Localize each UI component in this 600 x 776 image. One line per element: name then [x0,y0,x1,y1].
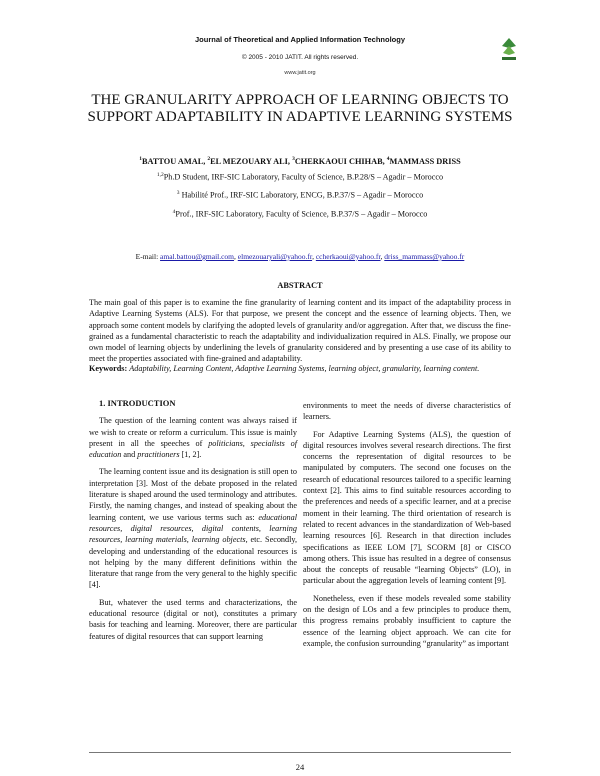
affiliation-1: $^{1,2}$Ph.D Student, IRF-SIC Laboratory, Faculty of Science, B.P.28/S – Agadir – Morocco [156,172,444,182]
abstract-heading: ABSTRACT [277,281,323,290]
affiliation-3: $^4$Prof., IRF-SIC Laboratory, Faculty of Science, B.P.37/S – Agadir – Morocco [172,209,428,219]
paragraph: Nonetheless, even if these models revealed some stability on the design of LOs and a few principles to produce them, this progress remains probably insufficient to capture the essence of the learning object approach. We can cite for example, the confusion surrounding “granularity” as important [303,593,511,648]
email-link-2[interactable]: elmezouaryali@yahoo.fr [237,252,313,261]
copyright-notice: © 2005 - 2010 JATIT. All rights reserved. [241,54,359,61]
right-column [303,400,511,655]
journal-name: Journal of Theoretical and Applied Information Technology [194,35,405,44]
email-link-4[interactable]: driss_mammass@yahoo.fr [384,252,465,261]
abstract-text: The main goal of this paper is to examine the fine granularity of learning content and its impact of the adaptability process in Adaptive Learning Systems (ALS). For that purpose, we present the concept and the essence of learning objects. Then, we approach some content models by clarifying the adopted levels of granularity and/or aggregation. After that, we discuss the fine-grained as a fundamental characteristic to reach the adaptability and individualization required in ALS. Finally, we propose our own model of learning objects by underlining the levels of granularity considered and by presenting a use case of its ability to meet the properties associated with fine-grained and adaptability. [89,298,511,364]
page-number: 24 [295,762,305,772]
paragraph: But, whatever the used terms and characterizations, the educational resource (digital or not), constitutes a primary basis for teaching and learning. Moreover, there are particular features of digital resources that can support learning [89,597,297,641]
paragraph: The learning content issue and its designation is still open to interpretation [3]. Most of the debate proposed in the related literature is shaped around the used terminology and attributes. Firstly, the naming changes, and instead of speaking about the learning content, we use various terms such as: educational resources, digital resources, digital contents, learning resources, learning materials, learning objects, etc. Secondly, developing and understanding of the educational resources is not helping by the many different definitions within the literature that range from the very general to the highly specific [4]. [89,467,297,590]
paragraph: environments to meet the needs of diverse characteristics of learners. [303,401,511,422]
keywords: Keywords: Adaptability, Learning Content, Adaptive Learning Systems, learning object, granularity, learning content. [89,364,480,373]
footer-rule [89,752,511,753]
affiliation-2: $^3$ Habilité Prof., IRF-SIC Laboratory, ENCG, B.P.37/S – Agadir – Morocco [176,190,424,200]
email-link-3[interactable]: ccherkaoui@yahoo.fr [315,252,381,261]
email-line: E-mail: amal.battou@gmail.com, elmezouaryali@yahoo.fr, ccherkaoui@yahoo.fr, driss_mammass@yahoo.fr [135,252,465,261]
author-list: $^1$BATTOU AMAL, $^2$EL MEZOUARY ALI, $^3$CHERKAOUI CHIHAB, $^4$MAMMASS DRISS [139,156,461,166]
section-heading: 1. INTRODUCTION [99,398,176,408]
journal-website: www.jatit.org [284,70,316,76]
paper-title: THE GRANULARITY APPROACH OF LEARNING OBJECTS TO SUPPORT ADAPTABILITY IN ADAPTIVE LEARNING SYSTEMS [87,92,513,125]
email-label: E-mail: [135,252,161,261]
left-column [89,398,297,648]
email-link-1[interactable]: amal.battou@gmail.com [160,252,235,261]
journal-logo-icon [500,36,518,62]
paragraph: The question of the learning content was always raised if we wish to create or reform a curriculum. This issue is mainly present in all the speeches of politicians, specialists of education and practitioners [1, 2]. [89,416,297,460]
paragraph: For Adaptive Learning Systems (ALS), the question of digital resources involves several research directions. The first concerns the representation of digital resources to be manipulated by computers. The second one focuses on the research of educational resources tailored to a specific learning context [2]. This aims to find suitable resources according to the preferences and needs of a specific learner, and at a precise moment in their learning. The third orientation of research is related to recent advances in the standardization of Web-based learning resources [6]. Research in that direction includes specifications as IEEE LOM [7], SCORM [8] or CISCO among others. This issue has resulted in a degree of consensus about the concepts of reusable “learning Objects” (LO), in particular about the aggregation levels of learning content [9]. [303,429,511,586]
